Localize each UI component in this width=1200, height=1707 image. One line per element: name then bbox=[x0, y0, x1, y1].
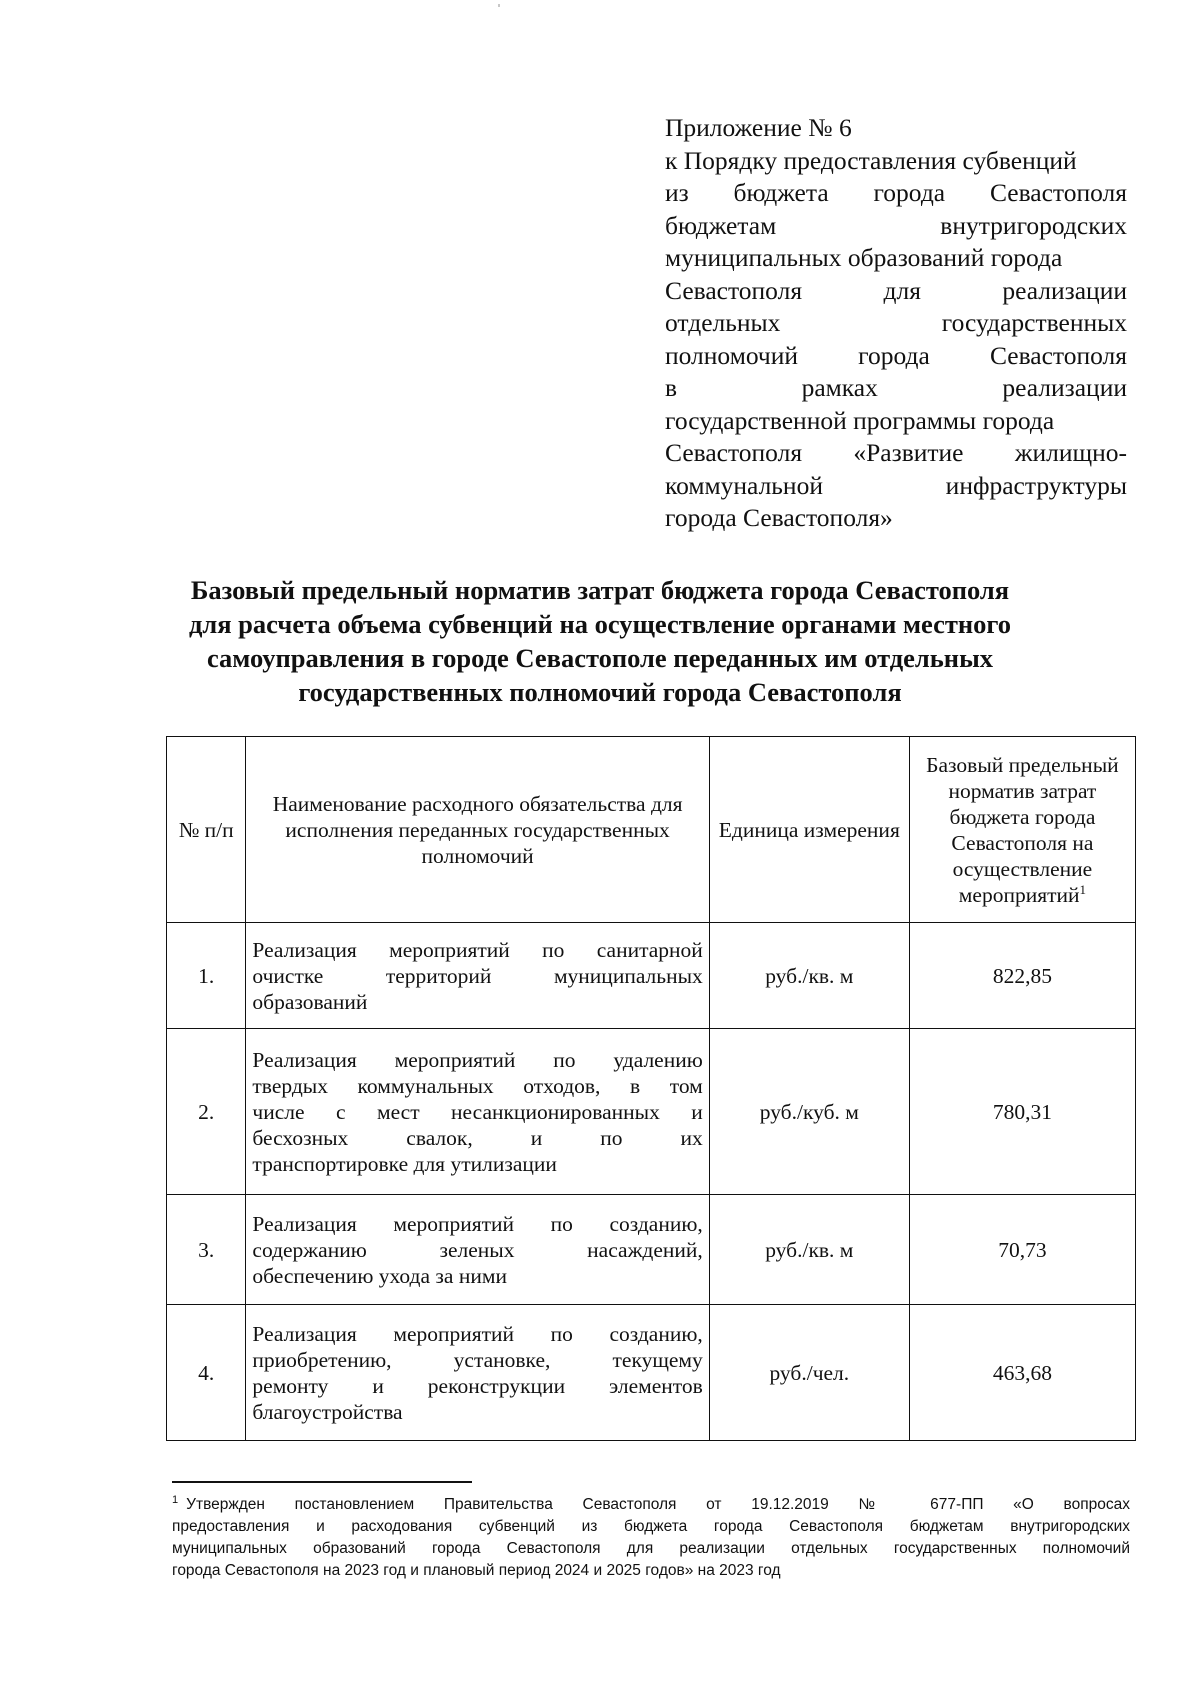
row-name-line: числе с мест несанкционированных и bbox=[252, 1099, 703, 1124]
header-num: № п/п bbox=[167, 737, 246, 923]
title-line: Базовый предельный норматив затрат бюджета города Севастополя bbox=[190, 575, 1010, 605]
row-value: 463,68 bbox=[909, 1305, 1135, 1441]
row-num: 1. bbox=[167, 923, 246, 1029]
footnote bbox=[172, 1494, 1130, 1582]
norms-table bbox=[166, 736, 1136, 1441]
row-name-line: бесхозных свалок, и по их bbox=[252, 1125, 703, 1150]
title-line: самоуправления в городе Севастополе переданных им отдельных bbox=[206, 643, 994, 673]
document-title bbox=[120, 573, 1080, 709]
header-value-text: Базовый предельный норматив затрат бюджета города Севастополя на осуществление мероприятий bbox=[926, 752, 1119, 907]
annex-line: отдельных государственных bbox=[665, 308, 1127, 337]
row-name bbox=[246, 1195, 709, 1305]
row-value: 822,85 bbox=[909, 923, 1135, 1029]
row-name-line: образований bbox=[252, 989, 368, 1014]
annex-line: Приложение № 6 bbox=[665, 113, 852, 142]
row-num: 3. bbox=[167, 1195, 246, 1305]
annex-line: коммунальной инфраструктуры bbox=[665, 470, 1127, 500]
row-name-line: приобретению, установке, текущему bbox=[252, 1347, 703, 1372]
footnote-line: предоставления и расходования субвенций из бюджета города Севастополя бюджетам внутригородских bbox=[172, 1518, 1130, 1535]
row-name-line: Реализация мероприятий по созданию, bbox=[252, 1211, 703, 1236]
scan-speck bbox=[498, 4, 500, 7]
footnote-ref: 1 bbox=[1079, 881, 1087, 897]
row-unit: руб./куб. м bbox=[709, 1029, 909, 1195]
row-name-line: благоустройства bbox=[252, 1399, 403, 1424]
annex-line: Севастополя для реализации bbox=[665, 275, 1127, 305]
footnote-line: муниципальных образований города Севастополя для реализации отдельных государственных полномочий bbox=[172, 1540, 1130, 1557]
annex-line: к Порядку предоставления субвенций bbox=[665, 145, 1077, 175]
row-name-line: содержанию зеленых насаждений, bbox=[252, 1237, 703, 1262]
row-unit: руб./чел. bbox=[709, 1305, 909, 1441]
annex-line: муниципальных образований города bbox=[665, 243, 1063, 272]
table-row bbox=[167, 1029, 1136, 1195]
row-name-line: Реализация мероприятий по удалению bbox=[252, 1047, 703, 1072]
row-unit: руб./кв. м bbox=[709, 1195, 909, 1305]
annex-line: в рамках реализации bbox=[665, 373, 1127, 402]
footnote-mark: 1 bbox=[172, 1493, 179, 1506]
row-unit: руб./кв. м bbox=[709, 923, 909, 1029]
annex-line: полномочий города Севастополя bbox=[665, 340, 1127, 370]
table-header-row bbox=[167, 737, 1136, 923]
row-name bbox=[246, 1029, 709, 1195]
annex-header bbox=[665, 112, 1127, 535]
footnote-line bbox=[172, 1494, 1130, 1516]
table-row bbox=[167, 1305, 1136, 1441]
annex-line: государственной программы города bbox=[665, 405, 1055, 435]
footnote-line: города Севастополя на 2023 год и плановый период 2024 и 2025 годов» на 2023 год bbox=[172, 1562, 781, 1579]
footnote-separator bbox=[172, 1481, 472, 1483]
row-num: 2. bbox=[167, 1029, 246, 1195]
row-value: 70,73 bbox=[909, 1195, 1135, 1305]
header-value bbox=[909, 737, 1135, 923]
annex-line: из бюджета города Севастополя bbox=[665, 178, 1127, 207]
table-row bbox=[167, 1195, 1136, 1305]
footnote-text: Утвержден постановлением Правительства Севастополя от 19.12.2019 № 677-ПП «О вопросах bbox=[186, 1496, 1130, 1513]
row-name bbox=[246, 1305, 709, 1441]
row-name-line: Реализация мероприятий по созданию, bbox=[252, 1321, 703, 1346]
row-name-line: очистке территорий муниципальных bbox=[252, 963, 703, 988]
row-name-line: твердых коммунальных отходов, в том bbox=[252, 1073, 703, 1098]
row-value: 780,31 bbox=[909, 1029, 1135, 1195]
table-row bbox=[167, 923, 1136, 1029]
row-name-line: обеспечению ухода за ними bbox=[252, 1263, 507, 1288]
row-num: 4. bbox=[167, 1305, 246, 1441]
row-name-line: транспортировке для утилизации bbox=[252, 1151, 557, 1176]
title-line: для расчета объема субвенций на осуществление органами местного bbox=[188, 609, 1012, 639]
row-name bbox=[246, 923, 709, 1029]
annex-line: бюджетам внутригородских bbox=[665, 210, 1127, 240]
annex-line: города Севастополя» bbox=[665, 503, 893, 532]
header-name: Наименование расходного обязательства для исполнения переданных государственных полномочий bbox=[246, 737, 709, 923]
row-name-line: ремонту и реконструкции элементов bbox=[252, 1373, 703, 1398]
header-unit: Единица измерения bbox=[709, 737, 909, 923]
annex-line: Севастополя «Развитие жилищно- bbox=[665, 438, 1127, 467]
row-name-line: Реализация мероприятий по санитарной bbox=[252, 937, 703, 962]
title-line: государственных полномочий города Севастополя bbox=[298, 677, 902, 707]
